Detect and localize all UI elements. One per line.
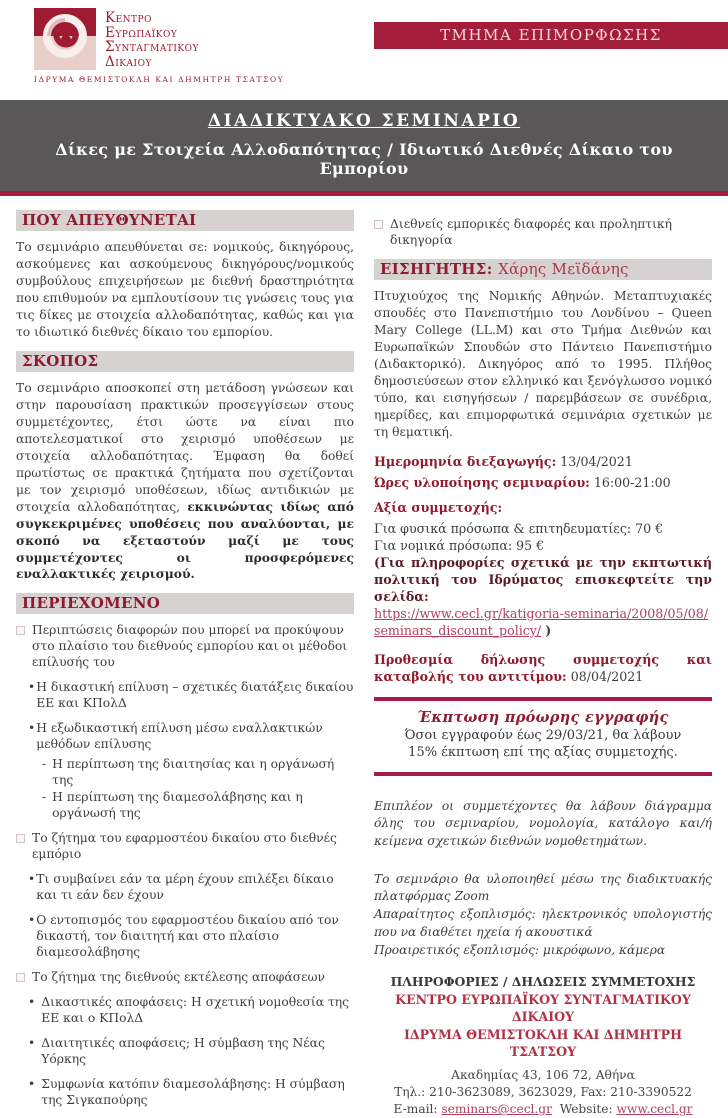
purpose-text-normal: Το σεμινάριο αποσκοπεί στη μετάδοση γνώσεων και στην παρουσίαση πρακτικών προσεγγίσεων στους συμμετέχοντες, έτσι ώστε να είναι πιο αποτελεσματικοί στο χειρισμό υποθέσεων με στοιχεία αλλοδαπότητας. Έμφαση θα δοθεί πρωτίστως σε πρακτικά ζητήματα που σχετίζονται με τον χειρισμό υποθέσεων, ιδίως αντιδικιών με στοιχεία αλλοδαπότητας, xyxy=(16,380,354,514)
list-item xyxy=(28,680,354,712)
list-marker xyxy=(16,834,25,843)
contact-links-row xyxy=(374,1101,712,1118)
fee-label: Αξία συμμετοχής: xyxy=(374,499,503,515)
title-banner xyxy=(0,100,728,196)
early-discount-line1: Όσοι εγγραφούν έως 29/03/21, θα λάβουν xyxy=(404,727,682,743)
org-name-line3: Συνταγματικου xyxy=(105,39,199,56)
email-link[interactable]: seminars@cecl.gr xyxy=(441,1102,552,1117)
list-item xyxy=(28,1036,354,1068)
org-name-line2: Ευρωπαϊκου xyxy=(105,24,178,41)
seminar-type-kicker: ΔΙΑΔΙΚΤΥΑΚΟ ΣΕΜΙΝΑΡΙΟ xyxy=(207,111,521,131)
section-heading-instructor xyxy=(374,259,712,280)
organization-name xyxy=(105,8,199,69)
deadline-value: 08/04/2021 xyxy=(570,668,644,684)
list-item-text: Τι συμβαίνει εάν τα μέρη έχουν επιλέξει δίκαιο και τι εάν δεν έχουν xyxy=(36,872,334,903)
list-item-text: Η περίπτωση της διαιτησίας και η οργάνωσή της xyxy=(52,757,335,788)
list-item-text: Διεθνείς εμπορικές διαφορές και προληπτική δικηγορία xyxy=(390,217,672,247)
organization-logo xyxy=(34,8,284,84)
list-item-text: Διαιτητικές αποφάσεις; Η σύμβαση της Νέας Υόρκης xyxy=(41,1036,325,1067)
list-item-text: Η περίπτωση της διαμεσολάβησης και η οργάνωσή της xyxy=(52,790,303,821)
left-column xyxy=(16,208,354,1118)
list-item xyxy=(28,913,354,961)
audience-paragraph: Το σεμινάριο απευθύνεται σε: νομικούς, δικηγόρους, ασκούμενες και ασκούμενους δικηγόρους/νομικούς συμβούλους επιχειρήσεων με διεθνή δραστηριότητα που επιθυμούν να εμπλουτίσουν τις γνώσεις τους για τις δίκες με στοιχεία αλλοδαπότητας, καθώς και για το ιδιωτικό διεθνές δίκαιο του εμπορίου. xyxy=(16,240,354,339)
list-marker: - xyxy=(42,757,47,772)
date-label: Ημερομηνία διεξαγωγής: xyxy=(374,453,557,469)
list-item xyxy=(42,757,354,789)
list-marker: - xyxy=(42,790,47,805)
header xyxy=(0,0,728,100)
website-link[interactable]: www.cecl.gr xyxy=(616,1102,693,1117)
date-value: 13/04/2021 xyxy=(560,453,633,469)
content-columns xyxy=(0,196,728,1118)
list-item-text: Η δικαστική επίλυση – σχετικές διατάξεις δικαίου ΕΕ και ΚΠολΔ xyxy=(36,680,354,711)
list-item-text: Το ζήτημα της διεθνούς εκτέλεσης αποφάσεων xyxy=(32,970,325,985)
right-column xyxy=(374,208,712,1118)
list-marker: • xyxy=(28,680,36,695)
hours-value: 16:00-21:00 xyxy=(593,474,671,490)
discount-policy-link[interactable]: https://www.cecl.gr/katigoria-seminaria/2008/05/08/seminars_discount_policy/ xyxy=(374,605,709,638)
list-marker: • xyxy=(28,721,36,736)
required-equipment-note: Απαραίτητος εξοπλισμός: ηλεκτρονικός υπολογιστής που να διαθέτει ηχεία ή ακουστικά xyxy=(374,907,712,939)
content-topic-list-continued xyxy=(374,217,712,249)
contact-info-heading: ΠΛΗΡΟΦΟΡΙΕΣ / ΔΗΛΩΣΕΙΣ ΣΥΜΜΕΤΟΧΗΣ xyxy=(390,974,696,990)
list-item-text: Το ζήτημα του εφαρμοστέου δικαίου στο διεθνές εμπόριο xyxy=(32,831,337,862)
list-item xyxy=(16,831,354,863)
email-label: E-mail: xyxy=(393,1102,438,1117)
instructor-label: ΕΙΣΗΓΗΤΗΣ: xyxy=(380,259,493,278)
content-topic-list xyxy=(16,623,354,1109)
list-item-text: Δικαστικές αποφάσεις: Η σχετική νομοθεσία της ΕΕ και ο ΚΠολΔ xyxy=(41,995,350,1026)
list-item xyxy=(374,217,712,249)
list-item xyxy=(42,790,354,822)
discount-policy-line xyxy=(374,605,712,639)
org-name-line1: Κεντρο xyxy=(105,10,152,26)
section-heading-audience: ΠΟΥ ΑΠΕΥΘΥΝΕΤΑΙ xyxy=(16,210,354,231)
optional-equipment-note: Προαιρετικός εξοπλισμός: μικρόφωνο, κάμερα xyxy=(374,942,666,957)
website-label: Website: xyxy=(559,1102,613,1117)
seminar-date-row xyxy=(374,453,712,470)
fee-individuals: Για φυσικά πρόσωπα & επιτηδευματίες: 70 € xyxy=(374,520,664,536)
contact-org-name: ΚΕΝΤΡΟ ΕΥΡΩΠΑΪΚΟΥ ΣΥΝΤΑΓΜΑΤΙΚΟΥ ΔΙΚΑΙΟΥ xyxy=(395,991,691,1025)
contact-foundation-name: ΙΔΡΥΜΑ ΘΕΜΙΣΤΟΚΛΗ ΚΑΙ ΔΗΜΗΤΡΗ ΤΣΑΤΣΟΥ xyxy=(403,1026,683,1060)
foundation-subtitle: ΙΔΡΥΜΑ ΘΕΜΙΣΤΟΚΛΗ ΚΑΙ ΔΗΜΗΤΡΗ ΤΣΑΤΣΟΥ xyxy=(34,75,285,84)
contact-address: Ακαδημίας 43, 106 72, Αθήνα xyxy=(451,1068,635,1083)
list-item-text: Συμφωνία κατόπιν διαμεσολάβησης: Η σύμβαση της Σιγκαπούρης xyxy=(41,1077,345,1108)
platform-note: Το σεμινάριο θα υλοποιηθεί μέσω της διαδικτυακής πλατφόρμας Zoom xyxy=(374,871,712,904)
contact-block xyxy=(374,973,712,1118)
discount-policy-note: (Για πληροφορίες σχετικά με την εκπτωτική πολιτική του Ιδρύματος επισκεφτείτε την σελίδα: xyxy=(374,554,712,604)
list-marker xyxy=(374,220,383,229)
org-name-line4: Δικαιου xyxy=(105,53,152,70)
deadline-label: Προθεσμία δήλωσης συμμετοχής και καταβολής του αντιτίμου: xyxy=(374,651,712,684)
early-discount-title: Έκπτωση πρόωρης εγγραφής xyxy=(417,708,669,726)
contact-phone: Τηλ.: 210-3623089, 3623029, Fax: 210-3390522 xyxy=(394,1085,692,1100)
list-item-text: Περιπτώσεις διαφορών που μπορεί να προκύψουν στο πλαίσιο του διεθνούς εμπορίου και οι μέθοδοι επίλυσής του xyxy=(32,623,348,670)
early-discount-line2: 15% έκπτωση επί της αξίας συμμετοχής. xyxy=(408,744,678,760)
list-marker: • xyxy=(28,872,36,887)
section-heading-purpose: ΣΚΟΠΟΣ xyxy=(16,351,354,372)
seminar-hours-row xyxy=(374,474,712,491)
instructor-bio: Πτυχιούχος της Νομικής Αθηνών. Μεταπτυχιακές σπουδές στο Πανεπιστήμιο του Λονδίνου – Queen Mary College (LL.M) και στο Τμήμα Διεθνών και Ευρωπαϊκών Σπουδών στο Πάντειο Πανεπιστήμιο (Διδακτορικό). Δικηγόρος από το 1995. Πλήθος δημοσιεύσεων στον ελληνικό και ξενόγλωσσο νομικό τύπο, και εισηγήσεων / παρεμβάσεων σε συνέδρια, ημερίδες, και επιμορφωτικά σεμινάρια σχετικών με τη θεματική. xyxy=(374,288,712,439)
divider-top xyxy=(374,697,712,701)
list-item-text: Ο εντοπισμός του εφαρμοστέου δικαίου από τον δικαστή, τον διαιτητή και στο πλαίσιο διαμεσολάβησης xyxy=(36,913,339,960)
extras-note: Επιπλέον οι συμμετέχοντες θα λάβουν διάγραμμα όλης του σεμιναρίου, νομολογία, κατάλογο και/ή κείμενα σχετικών διεθνών νομοθετημάτων. xyxy=(374,798,712,849)
fee-legal: Για νομικά πρόσωπα: 95 € xyxy=(374,537,545,553)
purpose-text-bold: εκκινώντας ιδίως από συγκεκριμένες υποθέσεις που αναλύονται, με σκοπό να εξεταστούν μαζί με τους συμμετέχοντες οι προσφερόμενες εναλλακτικές χειρισμού. xyxy=(16,498,354,582)
list-marker xyxy=(16,626,25,635)
section-heading-content: ΠΕΡΙΕΧΟΜΕΝΟ xyxy=(16,593,354,614)
list-item xyxy=(28,721,354,753)
department-banner: ΤΜΗΜΑ ΕΠΙΜΟΡΦΩΣΗΣ xyxy=(374,22,728,49)
list-item xyxy=(16,623,354,671)
list-marker: • xyxy=(28,1077,36,1092)
list-item xyxy=(28,872,354,904)
spiral-logo-icon xyxy=(34,8,96,70)
early-discount-block xyxy=(374,709,712,760)
instructor-name: Χάρης Μεϊδάνης xyxy=(498,259,629,278)
seminar-title: Δίκες με Στοιχεία Αλλοδαπότητας / Ιδιωτικό Διεθνές Δίκαιο του Εμπορίου xyxy=(55,140,673,178)
list-marker: • xyxy=(28,913,36,928)
list-marker: • xyxy=(28,1036,36,1051)
divider-bottom xyxy=(374,772,712,776)
list-item xyxy=(28,995,354,1027)
deadline-row xyxy=(374,651,712,685)
hours-label: Ώρες υλοποίησης σεμιναρίου: xyxy=(374,474,590,490)
list-marker: • xyxy=(28,995,36,1010)
purpose-paragraph xyxy=(16,380,354,584)
discount-note-close: ) xyxy=(545,622,552,638)
list-item xyxy=(16,970,354,986)
list-marker xyxy=(16,973,25,982)
list-item-text: Η εξωδικαστική επίλυση μέσω εναλλακτικών μεθόδων επίλυσης xyxy=(36,721,323,752)
list-item xyxy=(28,1077,354,1109)
